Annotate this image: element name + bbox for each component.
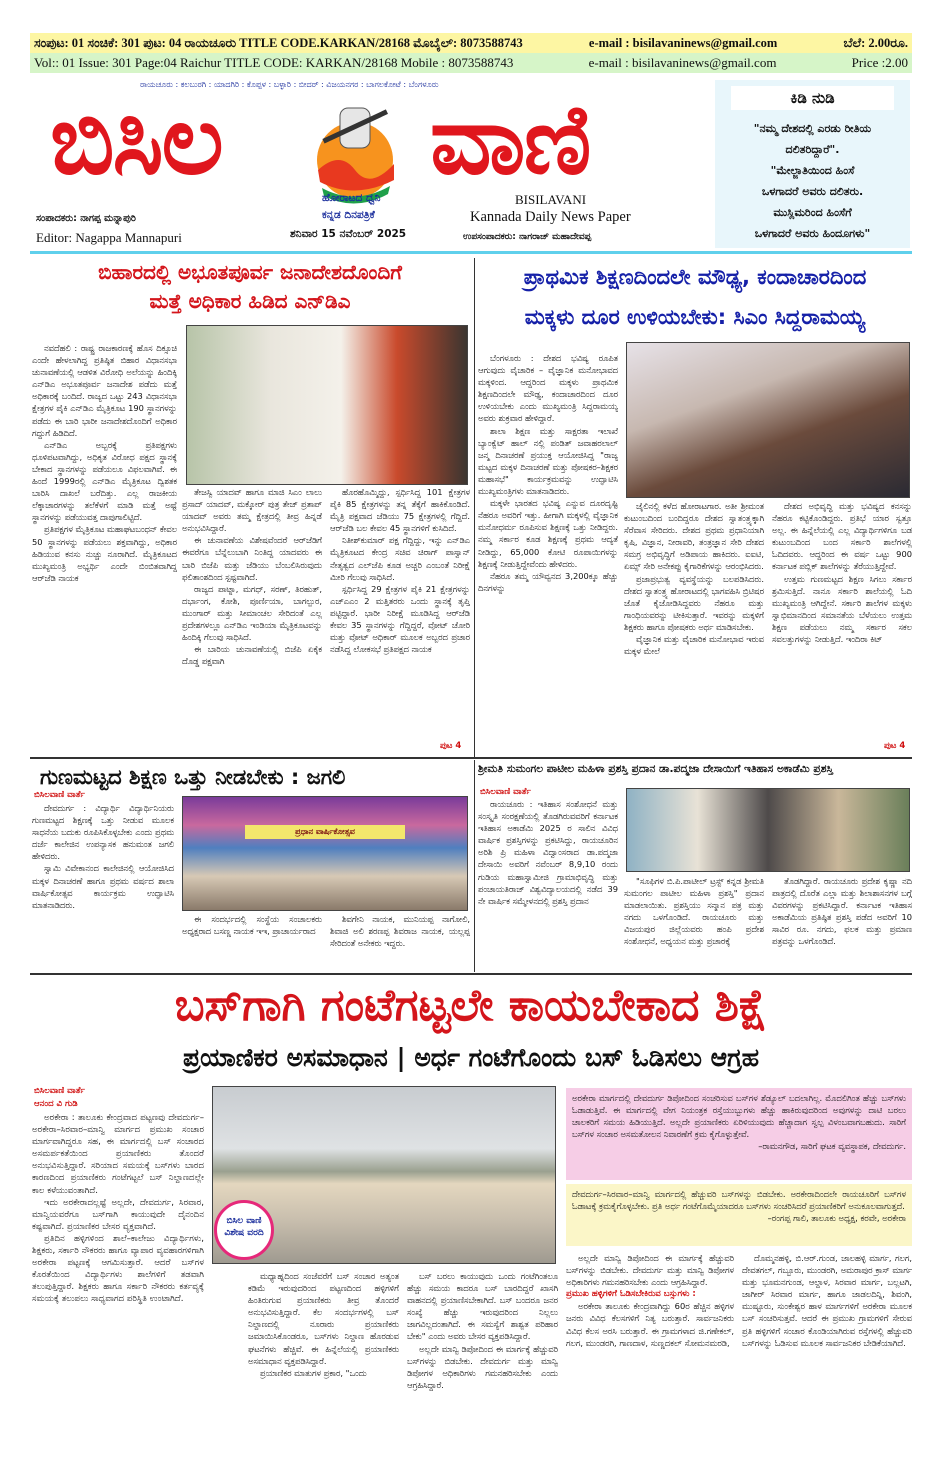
special-report-badge: ಬಿಸಿಲ ವಾಣಿ ವಿಶೇಷ ವರದಿ [214, 1200, 274, 1260]
logo-right: ವಾಣಿ [430, 84, 590, 196]
subeditor: ಉಪಸಂಪಾದಕರು: ನಾಗರಾಜ್ ಮಹಾದೇವಪ್ಪ [463, 232, 592, 242]
story4-column-1 [478, 798, 618, 970]
quote-line: ಒಳಗಾದರೆ ಅವರು ದಲಿತರು. [761, 185, 864, 198]
section-divider [30, 973, 912, 975]
quote-line: ಒಳಗಾದರೆ ಅವರು ಹಿಂದೂಗಳು" [754, 227, 871, 240]
paragraph: ಪ್ರಜಾಪ್ರಭುತ್ವ ವ್ಯವಸ್ಥೆಯನ್ನು ಬಲಪಡಿಸಿದರು. ದೇಶದ ಸ್ವಾತಂತ್ರ್ಯ ಹೋರಾಟದಲ್ಲಿ ಭಾಗವಹಿಸಿ ಬ್ರಿಟಿಷರ ಜೊತೆ ಕೈಜೋಡಿಸಿದ್ದವರು ನೆಹರೂ ಮತ್ತು ಗಾಂಧಿಯವರನ್ನು ಟೀಕಿಸುತ್ತಾರೆ. ಇವರನ್ನು ಮಕ್ಕಳಿಗೆ ಶಿಕ್ಷಕರು ಹಾಗೂ ಪೋಷಕರು ಅರ್ಥ ಮಾಡಿಸಬೇಕು. [624, 573, 764, 632]
paragraph: ಮಕ್ಕಳೇ ಭಾರತದ ಭವಿಷ್ಯ ಎನ್ನುವ ದೂರದೃಷ್ಟಿ ನೆಹರೂ ಅವರಿಗೆ ಇತ್ತು. ಹೀಗಾಗಿ ಮಕ್ಕಳಲ್ಲಿ ವೈಜ್ಞಾನಿಕ ಮನೋಧರ್ಮ ರೂಪಿಸುವ ಶಿಕ್ಷಣಕ್ಕೆ ಒತ್ತು ನೀಡಿದ್ದರು. ನಮ್ಮ ಸರ್ಕಾರ ಕೂಡ ಶಿಕ್ಷಣಕ್ಕೆ ಪ್ರಥಮ ಆದ್ಯತೆ ನೀಡಿದ್ದು, 65,000 ಕೋಟಿ ರೂಪಾಯಿಗಳನ್ನು ಶಿಕ್ಷಣಕ್ಕೆ ನೀಡುತ್ತಿದ್ದೇವೆಂದು ಹೇಳಿದರು. [478, 498, 618, 569]
paragraph: ಎನ್‌ಡಿಎ ಅಬ್ಬರಕ್ಕೆ ಪ್ರತಿಪಕ್ಷಗಳು ಧೂಳಿಪಟವಾಗಿದ್ದು, ಅಧಿಕೃತ ವಿರೋಧ ಪಕ್ಷದ ಸ್ಥಾನಕ್ಕೆ ಬೇಕಾದ ಸ್ಥಾನಗಳನ್ನು ಪಡೆಯಲೂ ವಿಫಲವಾಗಿವೆ. ಈ ಹಿಂದೆ 1999ರಲ್ಲಿ ಎನ್‌ಡಿಎ ಮೈತ್ರಿಕೂಟ ದ್ವಿಶತಕ ಬಾರಿಸಿ ದಾಖಲೆ ಬರೆದಿತ್ತು. ಎಲ್ಲ ರಾಜಕೀಯ ಲೆಕ್ಕಾಚಾರಗಳನ್ನು ತಲೆಕೆಳಗೆ ಮಾಡಿ ಮತ್ತೆ ಅಷ್ಟೆ ಸ್ಥಾನಗಳನ್ನು ಪಡೆಯುವತ್ತ ದಾಪುಗಾಲಿಟ್ಟಿದೆ. [32, 439, 177, 523]
award-ceremony-photo [626, 788, 910, 872]
paragraph: ಅಲ್ಲದೇ ಮಾನ್ವಿ ಡಿಪೋದಿಂದ ಈ ಮಾರ್ಗಕ್ಕೆ ಹೆಚ್ಚುವರಿ ಬಸ್‌ಗಳನ್ನು ಬಿಡಬೇಕು. ದೇವದುರ್ಗ ಮತ್ತು ಮಾನ್ವಿ ಡಿಪೋಗಳ ಅಧಿಕಾರಿಗಳು ಗಮನಹರಿಸಬೇಕು ಎಂದು ಆಗ್ರಹಿಸಿದ್ದಾರೆ. [407, 1343, 558, 1390]
continued-link[interactable]: ಪುಟ 4 [884, 741, 906, 751]
paragraph: ರಾಜ್ಯದ ಪಾಟ್ನಾ, ಮಗಧ್, ಸರಣ್, ತಿರಹುತ್, ದರ್ಭಾಂಗ, ಕೋಶಿ, ಪೂರ್ಣಿಯಾ, ಬಾಗಲ್ಪುರ, ಮುಂಗಾರ್ ಮತ್ತು ಸೀಮಾಂಚಲ ಸೇರಿದಂತೆ ಎಲ್ಲ ಪ್ರದೇಶಗಳಲ್ಲೂ ಎನ್‌ಡಿಎ ಇಂಡಿಯಾ ಮೈತ್ರಿಕೂಟವನ್ನು ಹಿಂದಿಕ್ಕಿ ಗೆಲುವು ಸಾಧಿಸಿದೆ. [182, 583, 322, 643]
subsection-title: ಪ್ರಮುಖ ಹಳ್ಳಿಗಳಿಗೆ ಓಡಿಸಬೇಕಿರುವ ಬಸ್ಸುಗಳು : [566, 1289, 696, 1300]
paragraph: ನಿತೀಶ್‌ಕುಮಾರ್ ಪಕ್ಷ ಗೆದ್ದಿದ್ದು, ಇನ್ನು ಎನ್‌ಡಿಎ ಮೈತ್ರಿಕೂಟದ ಕೇಂದ್ರ ಸಚಿವ ಚಿರಾಗ್ ಪಾಸ್ವಾನ್ ನೇತೃತ್ವದ ಎಲ್‌ಜೆಪಿ ಕೂಡ ಅಚ್ಚರಿ ಎಂಬಂತೆ ನಿರೀಕ್ಷೆ ಮೀರಿ ಗೆಲುವು ಸಾಧಿಸಿದೆ. [330, 535, 470, 582]
paragraph: ಸ್ಪರ್ಧಿಸಿದ್ದ 29 ಕ್ಷೇತ್ರಗಳ ಪೈಕಿ 21 ಕ್ಷೇತ್ರಗಳನ್ನು ಎಚ್‌ಎಎಂ 2 ಮತ್ತಿತರರು ಒಂದು ಸ್ಥಾನಕ್ಕೆ ತೃಪ್ತಿ ಪಟ್ಟಿದ್ದಾರೆ. ಭಾರೀ ನಿರೀಕ್ಷೆ ಮೂಡಿಸಿದ್ದ ಆರ್‌ಜೆಡಿ ಕೇವಲ 35 ಸ್ಥಾನಗಳನ್ನು ಗೆದ್ದಿದ್ದರೆ, ವೋಟ್ ಚೋರಿ ಮತ್ತು ವೋಟ್ ಅಧಿಕಾರ್ ಮೂಲಕ ಅಬ್ಬರದ ಪ್ರಚಾರ ನಡೆಸಿದ್ದ ಲೋಕಸಭೆ ಪ್ರತಿಪಕ್ಷದ ನಾಯಕ [330, 583, 470, 655]
volume-info-kannada [30, 33, 912, 53]
paragraph: ಬಸ್ ಬರಲು ಕಾಯುವುದು ಒಂದು ಗಂಟೆಗಿಂತಲೂ ಹೆಚ್ಚು ಸಮಯ ಕಾದರೂ ಬಸ್ ಬಾರದಿದ್ದರೆ ಖಾಸಗಿ ವಾಹನದಲ್ಲಿ ಪ್ರಯಾಣಿಸಬೇಕಾಗಿದೆ. ಬಸ್ ಬಂದರೂ ಜನರ ಸಂಖ್ಯೆ ಹೆಚ್ಚು ಇರುವುದರಿಂದ ನಿಲ್ಲಲು ಜಾಗವಿಲ್ಲದಂತಾಗಿದೆ. ಈ ಸಮಸ್ಯೆಗೆ ಶಾಶ್ವತ ಪರಿಹಾರ ಬೇಕು" ಎಂದು ಅವರು ಬೇಸರ ವ್ಯಕ್ತಪಡಿಸಿದ್ದಾರೆ. [407, 1271, 558, 1342]
paragraph: ಮಧ್ಯಾಹ್ನದಿಂದ ಸಂಜೆವರೆಗೆ ಬಸ್ ಸಂಚಾರ ಅತ್ಯಂತ ಕಡಿಮೆ ಇರುವುದರಿಂದ ಪಟ್ಟಣದಿಂದ ಹಳ್ಳಿಗಳಿಗೆ ಹಿಂತಿರುಗುವ ಪ್ರಯಾಣಿಕರು ತೀವ್ರ ತೊಂದರೆ ಅನುಭವಿಸುತ್ತಿದ್ದಾರೆ. ಕೆಲ ಸಂದರ್ಭಗಳಲ್ಲಿ ಬಸ್ ನಿಲ್ದಾಣದಲ್ಲಿ ನೂರಾರು ಪ್ರಯಾಣಿಕರು ಜಮಾಯಿಸಿಕೊಂಡರೂ, ಬಸ್‌ಗಳು ನಿಲ್ದಾಣ ಹೊರಡುವ ಘಟನೆಗಳು ಹೆಚ್ಚಿವೆ. ಈ ಹಿನ್ನೆಲೆಯಲ್ಲಿ ಪ್ರಯಾಣಿಕರು ಅಸಮಾಧಾನ ವ್ಯಕ್ತಪಡಿಸಿದ್ದಾರೆ. [248, 1271, 399, 1366]
description-english: Kannada Daily News Paper [470, 209, 631, 225]
paragraph: ಹೊರಹೊಮ್ಮಿದ್ದು, ಸ್ಪರ್ಧಿಸಿದ್ದ 101 ಕ್ಷೇತ್ರಗಳ ಪೈಕಿ 85 ಕ್ಷೇತ್ರಗಳನ್ನು ತನ್ನ ತೆಕ್ಕೆಗೆ ಹಾಕಿಕೊಂಡಿದೆ. ಮೈತ್ರಿ ಪಕ್ಷವಾದ ಜೆಡಿಯು 75 ಕ್ಷೇತ್ರಗಳಲ್ಲಿ ಗೆದ್ದಿದೆ. ಆರ್‌ಜೆಡಿ ಬಲ ಕೇವಲ 45 ಸ್ಥಾನಗಳಿಗೆ ಕುಸಿದಿದೆ. [330, 487, 470, 534]
story4-headline: ಶ್ರೀಮತಿ ಸುಮಂಗಲ ಪಾಟೀಲ ಮಹಿಳಾ ಪ್ರಶಸ್ತಿ ಪ್ರದಾನ ಡಾ.ಪದ್ಮಜಾ ದೇಸಾಯಿಗೆ ಇತಿಹಾಸ ಅಕಾಡೆಮಿ ಪ್ರಶಸ್ತಿ [478, 763, 834, 775]
story1-headline [30, 258, 470, 316]
lead-left-column [32, 1112, 204, 1424]
reporter: ಆನಂದ ವಿ ಗುಡಿ [34, 1099, 78, 1109]
lead-headline: ಬಸ್‌ಗಾಗಿ ಗಂಟೆಗಟ್ಟಲೇ ಕಾಯಬೇಕಾದ ಶಿಕ್ಷೆ [174, 980, 768, 1031]
story1-columns-2-3 [182, 486, 470, 752]
story2-headline [478, 258, 912, 338]
date: ಶನಿವಾರ 15 ನವೆಂಬರ್ 2025 [290, 228, 407, 240]
paragraph: ಶಾಲಾ ಶಿಕ್ಷಣ ಮತ್ತು ಸಾಕ್ಷರತಾ ಇಲಾಖೆ ಬ್ಯಾಂಕ್ವೆಟ್ ಹಾಲ್ ನಲ್ಲಿ ಪಂಡಿತ್ ಜವಾಹರಲಾಲ್ ಜನ್ಮ ದಿನಾಚರಣೆ ಪ್ರಯುಕ್ತ ಆಯೋಜಿಸಿದ್ದ "ರಾಜ್ಯ ಮಟ್ಟದ ಮಕ್ಕಳ ದಿನಾಚರಣೆ ಮತ್ತು ಪೋಷಕರ–ಶಿಕ್ಷಕರ ಮಹಾಸಭೆ" ಕಾರ್ಯಕ್ರಮವನ್ನು ಉದ್ಘಾಟಿಸಿ ಮುಖ್ಯಮಂತ್ರಿಗಳು ಮಾತನಾಡಿದರು. [478, 425, 618, 497]
name-english: BISILAVANI [515, 192, 587, 207]
college-event-photo [182, 796, 468, 911]
lead-column-d [742, 1252, 912, 1424]
headline-line: ಮಕ್ಕಳು ದೂರ ಉಳಿಯಬೇಕು: ಸಿಎಂ ಸಿದ್ದರಾಮಯ್ಯ [524, 304, 866, 329]
column-divider [474, 258, 475, 758]
volume-text: ಸಂಪುಟ: 01 ಸಂಚಿಕೆ: 301 ಪುಟ: 04 ರಾಯಚೂರು TITLE CODE.KARKAN/28168 ಮೊಬೈಲ್: 8073588743 [34, 35, 523, 50]
editor-kannada: ಸಂಪಾದಕರು: ನಾಗಪ್ಪ ಮನ್ನಾಪುರಿ [36, 213, 136, 224]
masthead-divider [30, 251, 912, 254]
email-text: e-mail : bisilavaninews@gmail.com [588, 35, 778, 50]
quote-line: ಮುಸ್ಲಿಮರಿಂದ ಹಿಂಸೆಗೆ [773, 206, 852, 219]
paragraph: ಅರಕೇರಾ : ತಾಲೂಕು ಕೇಂದ್ರವಾದ ಪಟ್ಟಣವು ದೇವದುರ್ಗ–ಅರಕೇರಾ–ಸಿರವಾರ–ಮಾನ್ವಿ ಮಾರ್ಗದ ಪ್ರಮುಖ ಸಂಚಾರ ಮಾರ್ಗವಾಗಿದ್ದರೂ ಸಹ, ಈ ಮಾರ್ಗದಲ್ಲಿ ಬಸ್ ಸಂಚಾರದ ಅಸಮರ್ಪಕತೆಯಿಂದ ಪ್ರಯಾಣಿಕರು ತೊಂದರೆ ಅನುಭವಿಸುತ್ತಿದ್ದಾರೆ. ಸರಿಯಾದ ಸಮಯಕ್ಕೆ ಬಸ್‌ಗಳು ಬಾರದ ಕಾರಣದಿಂದ ಪ್ರಯಾಣಿಕರು ಗಂಟೆಗಟ್ಟಲೆ ಬಸ್ ನಿಲ್ದಾಣದಲ್ಲೇ ಕಾಲ ಕಳೆಯುವಂತಾಗಿದೆ. [32, 1113, 204, 1196]
email-text: e-mail : bisilavaninews@gmail.com [588, 55, 777, 70]
paragraph: ಅಲ್ಲದೇ ಮಾನ್ವಿ ಡಿಪೋದಿಂದ ಈ ಮಾರ್ಗಕ್ಕೆ ಹೆಚ್ಚುವರಿ ಬಸ್‌ಗಳನ್ನು ಬಿಡಬೇಕು. ದೇವದುರ್ಗ ಮತ್ತು ಮಾನ್ವಿ ಡಿಪೋಗಳ ಅಧಿಕಾರಿಗಳು ಗಮನಹರಿಸಬೇಕು ಎಂದು ಆಗ್ರಹಿಸಿದ್ದಾರೆ. [566, 1253, 734, 1288]
volume-text: Vol:: 01 Issue: 301 Page:04 Raichur TITLE CODE: KARKAN/28168 Mobile : 8073588743 [34, 55, 514, 70]
paragraph: ಪ್ರಯಾಣಿಕರ ಮಾತುಗಳ ಪ್ರಕಾರ, "ಒಂದು [260, 1367, 367, 1378]
headline-line: ಪ್ರಾಥಮಿಕ ಶಿಕ್ಷಣದಿಂದಲೇ ಮೌಢ್ಯ, ಕಂದಾಚಾರದಿಂದ [523, 265, 867, 289]
quote-line: "ಮೇಲ್ಜಾತಿಯಿಂದ ಹಿಂಸೆ [770, 164, 855, 177]
column-divider [474, 760, 475, 972]
story3-columns-2-3 [182, 913, 470, 971]
quote-line: ದಲಿತರಿದ್ದಾರೆ". [785, 143, 840, 156]
story4-columns-2-3 [624, 875, 912, 971]
logo-left: ಬಿಸಿಲ [50, 84, 222, 196]
paragraph: ದೇವದುರ್ಗ : ವಿದ್ಯಾರ್ಥಿ ವಿದ್ಯಾರ್ಥಿನಿಯರು ಗುಣಮಟ್ಟದ ಶಿಕ್ಷಣಕ್ಕೆ ಒತ್ತು ನೀಡುವ ಮೂಲಕ ಸಾಧನೆಯ ಬದುಕು ರೂಪಿಸಿಕೊಳ್ಳಬೇಕು ಎಂದು ಪ್ರಥಮ ದರ್ಜೆ ಕಾಲೇಜಿನ ಉಪನ್ಯಾಸಕ ಹನುಮಂತ ಜಗಲಿ ಹೇಳಿದರು. [32, 803, 174, 862]
quote-box-depot-manager [566, 1088, 912, 1180]
section-divider [30, 757, 912, 759]
story2-column-1 [478, 352, 618, 752]
cities-line: ರಾಯಚೂರು : ಕಲಬುರಗಿ : ಯಾದಗಿರಿ : ಕೊಪ್ಪಳ : ಬಳ್ಳಾರಿ : ಬೀದರ್ : ವಿಜಯನಗರ : ಬಾಗಲಕೋಟೆ : ಬೆಂಗಳೂರು [140, 80, 439, 89]
story2-columns-2-3 [624, 500, 912, 752]
headline-line: ಬಿಹಾರದಲ್ಲಿ ಅಭೂತಪೂರ್ವ ಜನಾದೇಶದೊಂದಿಗೆ [98, 260, 402, 284]
paragraph: ಈ ಸಂದರ್ಭದಲ್ಲಿ ಸಂಸ್ಥೆಯ ಸಂಚಾಲಕರು ಅಧ್ಯಕ್ಷರಾದ ಬಸಣ್ಣ ನಾಯಕ ಇಇ, ಪ್ರಾಚಾರ್ಯರಾದ [182, 914, 322, 937]
paragraph: ಶಿವಗೇನಿ ನಾಯಕ, ಮುನಿಯಪ್ಪ ನಾಗೋಲಿ, ಶಿವಾಜಿ ಅಲಿ ಶರಣಪ್ಪ ಶಿವರಾಜ ನಾಯಕ, ಯಲ್ಲಪ್ಪ ಸೇರಿದಂತೆ ಅನೇಕರು ಇದ್ದರು. [330, 914, 470, 949]
paragraph: ಉತ್ತಮ ಗುಣಮಟ್ಟದ ಶಿಕ್ಷಣ ಸಿಗಲು ಸರ್ಕಾರ ಶ್ರಮಿಸುತ್ತಿದೆ. ನಾನೂ ಸರ್ಕಾರಿ ಶಾಲೆಯಲ್ಲಿ ಓದಿ ಮುಖ್ಯಮಂತ್ರಿ ಆಗಿದ್ದೇನೆ. ಸರ್ಕಾರಿ ಶಾಲೆಗಳ ಮಕ್ಕಳು ಸ್ವಾಭಿಮಾನದಿಂದ ಸಮಾನತೆಯ ಬೆಳೆಯಲು ಉತ್ತಮ ಶಿಕ್ಷಣ ಪಡೆಯಲು ನಮ್ಮ ಸರ್ಕಾರ ಸಕಲ ಸವಲತ್ತುಗಳನ್ನು ನೀಡುತ್ತಿದೆ. ಇಂದಿರಾ ಕಿಟ್ [772, 573, 912, 645]
story3-column-1 [32, 802, 174, 970]
paragraph: ನವದೆಹಲಿ : ರಾಷ್ಟ್ರ ರಾಜಕಾರಣಕ್ಕೆ ಹೊಸ ದಿಕ್ಸೂಚಿ ಎಂದೇ ಹೇಳಲಾಗಿದ್ದ ಪ್ರತಿಷ್ಠಿತ ಬಿಹಾರ ವಿಧಾನಸಭಾ ಚುನಾವಣೆಯಲ್ಲಿ ಆಡಳಿತ ವಿರೋಧಿ ಅಲೆಯನ್ನು ಹಿಂದಿಕ್ಕಿ ಎನ್‌ಡಿಎ ಅಭೂತಪೂರ್ವ ಜನಾದೇಶ ಪಡೆದು ಮತ್ತೆ ಅಧಿಕಾರಕ್ಕೆ ಬಂದಿದೆ. ರಾಜ್ಯದ ಒಟ್ಟು 243 ವಿಧಾನಸಭಾ ಕ್ಷೇತ್ರಗಳ ಪೈಕಿ ಎನ್‌ಡಿಎ ಮೈತ್ರಿಕೂಟ 190 ಸ್ಥಾನಗಳನ್ನು ಪಡೆದು ಈ ಬಾರಿ ಭಾರೀ ಜನಾದೇಶದೊಂದಿಗೆ ಅಧಿಕಾರ ಗದ್ದುಗೆ ಹಿಡಿದಿದೆ. [32, 343, 177, 438]
paragraph: ತೇಜಸ್ವಿ ಯಾದವ್ ಹಾಗೂ ಮಾಜಿ ಸಿಎಂ ಲಾಲು ಪ್ರಸಾದ್ ಯಾದವ್, ಮಕ್ಕೋರ್ ಪುತ್ರ ತೇಜ್ ಪ್ರತಾಪ್ ಯಾದವ್ ಅವರು ತಮ್ಮ ಕ್ಷೇತ್ರದಲ್ಲಿ ತೀವ್ರ ಹಿನ್ನಡೆ ಅನುಭವಿಸಿದ್ದಾರೆ. [182, 487, 322, 534]
kidi-nudi-title: ಕಿಡಿ ನುಡಿ [731, 86, 894, 110]
paragraph: ಇದು ಅರಕೇರಾದಲ್ಲಷ್ಟೆ ಅಲ್ಲದೇ, ದೇವದುರ್ಗ, ಸಿರವಾರ, ಮಾನ್ವಿಯವರೆಗೂ ಬಸ್‌ಗಾಗಿ ಕಾಯುವುದೇ ದೈನಂದಿನ ಕಷ್ಟವಾಗಿದೆ. ಪ್ರಯಾಣಿಕರ ಬೇಸರ ವ್ಯಕ್ತವಾಗಿದೆ. [32, 1197, 204, 1232]
lead-columns-a-b [248, 1270, 558, 1425]
editor-english: Editor: Nagappa Mannapuri [36, 230, 182, 245]
paragraph: ತೊಡಗಿದ್ದಾರೆ. ರಾಯಚೂರು ಪ್ರದೇಶ ಕೃಷ್ಣಾ ನದಿ ಪಾತ್ರದಲ್ಲಿ ದೊರೆತ ಎಲ್ಲಾ ಮತ್ತು ಶಿಲಾಶಾಸನಗಳ ಬಗ್ಗೆ ವಿವರಗಳನ್ನು ಪ್ರಕಟಿಸಿದ್ದಾರೆ. ಕರ್ನಾಟಕ ಇತಿಹಾಸ ಅಕಾಡೆಮಿಯ ಪ್ರತಿಷ್ಠಿತ ಪ್ರಶಸ್ತಿ ಪಡೆದ ಅವರಿಗೆ 10 ಸಾವಿರ ರೂ. ನಗದು, ಫಲಕ ಮತ್ತು ಪ್ರಮಾಣ ಪತ್ರವನ್ನು ಒಳಗೊಂಡಿದೆ. [772, 876, 912, 947]
price-text: ಬೆಲೆ: 2.00ರೂ. [843, 35, 908, 50]
paragraph: ದೊಮ್ಮನಹಳ್ಳಿ, ಬಿ.ಆರ್.ಗುಂಡ, ಜಾಲಹಳ್ಳಿ ಮಾರ್ಗ, ಗಲಗ, ದೇವತಗಲ್, ಗಬ್ಬೂರು, ಮುಂಡರಗಿ, ಅಮರಾಪುರ ಕ್ರಾಸ್ ಮಾರ್ಗ ಮತ್ತು ಭೂಮನಗುಂಡ, ಆಲ್ದಾಳ, ಸಿರವಾರ ಮಾರ್ಗ, ಬಲ್ಲಟಗಿ, ಜಾಗೀರ್ ಸಿರವಾರ ಮಾರ್ಗ, ಹಾಗೂ ಜಾಡಲದಿನ್ನಿ, ಶಿವಂಗಿ, ಮುಷ್ಟೂರು, ಸುಂಕೇಶ್ವರ ಹಾಳ ಮಾರ್ಗಗಳಿಗೆ ಅರಕೇರಾ ಮೂಲಕ ಬಸ್ ಸಂಚರಿಸುತ್ತವೆ. ಆದರೆ ಈ ಪ್ರಮುಖ ಗ್ರಾಮಗಳಿಗೆ ಸೇರುವ ಪ್ರತಿ ಹಳ್ಳಿಗಳಿಗೆ ಸಂಚಾರ ಕೊಂಡಿಯಾಗಿರುವ ರಸ್ತೆಗಳಲ್ಲಿ ಹೆಚ್ಚುವರಿ ಬಸ್‌ಗಳನ್ನು ಓಡಿಸುವ ಮೂಲಕ ಸಾರ್ವಜನಿಕರ ಬೇಡಿಕೆಯಾಗಿದೆ. [742, 1253, 912, 1348]
price-text: Price :2.00 [851, 55, 908, 70]
story1-column-1 [32, 342, 177, 752]
quote-box-karave [566, 1184, 912, 1246]
paragraph: ಈ ಬಾರಿಯ ಚುನಾವಣೆಯಲ್ಲಿ ಬಿಜೆಪಿ ಏಕೈಕ ದೊಡ್ಡ ಪಕ್ಷವಾಗಿ [182, 644, 322, 667]
paragraph: ಪ್ರತಿಪಕ್ಷಗಳ ಮೈತ್ರಿಕೂಟ ಮಹಾಘಟಬಂಧನ್ ಕೇವಲ 50 ಸ್ಥಾನಗಳನ್ನು ಪಡೆಯಲು ಶಕ್ತವಾಗಿದ್ದು, ಅಧಿಕಾರ ಹಿಡಿಯುವ ಕನಸು ನುಚ್ಚು ನೂರಾಗಿದೆ. ಮೈತ್ರಿಕೂಟದ ಮುಖ್ಯಮಂತ್ರಿ ಅಭ್ಯರ್ಥಿ ಎಂದೇ ಬಿಂಬಿತವಾಗಿದ್ದ ಆರ್‌ಜೆಡಿ ನಾಯಕ [32, 524, 177, 583]
paragraph: ಅರಕೇರಾ ತಾಲೂಕು ಕೇಂದ್ರವಾಗಿದ್ದು 60ರ ಹೆಚ್ಚಿನ ಹಳ್ಳಿಗಳ ಜನರು ವಿವಿಧ ಕೆಲಸಗಳಿಗೆ ನಿತ್ಯ ಬರುತ್ತಾರೆ. ಸಾರ್ವಜನಿಕರು ವಿವಿಧ ಕೆಲಸ ಅರಸಿ ಬರುತ್ತಾರೆ. ಈ ಗ್ರಾಮಗಳಾದ ಜಿ.ಗಣೇಕಲ್, ಗಲಗ, ಮುಂಡರಗಿ, ಗಾಣದಾಳ, ಸುಣ್ಣದಕಲ್ ಸೋಮನಮರಡಿ, [566, 1301, 734, 1348]
quote-author: –ರಂಗಪ್ಪ ಗಾಲಿ, ತಾಲೂಕು ಅಧ್ಯಕ್ಷ, ಕರವೇ, ಅರಕೇರಾ [767, 1213, 906, 1224]
byline: ಬಿಸಿಲವಾಣಿ ವಾರ್ತೆ [34, 790, 85, 800]
tagline-2: ಕನ್ನಡ ದಿನಪತ್ರಿಕೆ [322, 209, 375, 221]
quote-text: ದೇವದುರ್ಗ–ಸಿರವಾರ–ಮಾನ್ವಿ ಮಾರ್ಗದಲ್ಲಿ ಹೆಚ್ಚುವರಿ ಬಸ್‌ಗಳನ್ನು ಬಿಡಬೇಕು. ಅರಕೇರಾದಿಂದಲೇ ರಾಯಚೂರಿಗೆ ಬಸ್‌ಗಳ ಓಡಾಟಕ್ಕೆ ಕ್ರಮಕೈಗೊಳ್ಳಬೇಕು. ಪ್ರತಿ ಅರ್ಧ ಗಂಟೆಗೊಮ್ಮೆಯಾದರೂ ಬಸ್‌ಗಳು ಸಂಚರಿಸಿದರೆ ಪ್ರಯಾಣಿಕರಿಗೆ ಅನುಕೂಲವಾಗುತ್ತದೆ. [572, 1189, 906, 1212]
byline: ಬಿಸಿಲವಾಣಿ ವಾರ್ತೆ [480, 787, 531, 797]
headline-line: ಮತ್ತೆ ಅಧಿಕಾರ ಹಿಡಿದ ಎನ್‌ಡಿಎ [149, 289, 351, 313]
paragraph: ಈ ಚುನಾವಣೆಯ ವಿಶೇಷವೆಂದರೆ ಆರ್‌ಜೆಡಿಗೆ ಈವರೆಗೂ ಬೆನ್ನೆಲುಬಾಗಿ ನಿಂತಿದ್ದ ಯಾದವರು ಈ ಬಾರಿ ಬಿಜೆಪಿ ಮತ್ತು ಜೆಡಿಯು ಬೆಂಬಲಿಸಿರುವುದು ಫಲಿತಾಂಶದಿಂದ ಸ್ಪಷ್ಟವಾಗಿದೆ. [182, 535, 322, 582]
lead-subheadline: ಪ್ರಯಾಣಿಕರ ಅಸಮಾಧಾನ | ಅರ್ಧ ಗಂಟೆಗೊಂದು ಬಸ್ ಓಡಿಸಲು ಆಗ್ರಹ [182, 1043, 760, 1072]
paragraph: ದೇಶದ ಅಭಿವೃದ್ಧಿ ಮತ್ತು ಭವಿಷ್ಯದ ಕನಸನ್ನು ನೆಹರೂ ಕಟ್ಟಿಕೊಂಡಿದ್ದರು. ಪ್ರತಿಭೆ ಯಾರ ಸ್ವತ್ತೂ ಅಲ್ಲ. ಈ ಹಿನ್ನೆಲೆಯಲ್ಲಿ ಎಲ್ಲ ವಿದ್ಯಾರ್ಥಿಗಳಿಗೂ ಬಡ ಕುಟುಂಬದಿಂದ ಬಂದ ಸರ್ಕಾರಿ ಶಾಲೆಗಳಲ್ಲಿ ಓದಿದವರು. ಆದ್ದರಿಂದ ಈ ವರ್ಷ ಒಟ್ಟು 900 ಕರ್ನಾಟಕ ಪಬ್ಲಿಕ್ ಶಾಲೆಗಳನ್ನು ತೆರೆಯುತ್ತಿದ್ದೇವೆ. [772, 501, 912, 572]
tagline-1: ಹೋರಾಟದ ಧ್ವನಿ [322, 192, 381, 204]
paragraph: ಪ್ರತಿದಿನ ಹಳ್ಳಿಗಳಿಂದ ಶಾಲೆ–ಕಾಲೇಜು ವಿದ್ಯಾರ್ಥಿಗಳು, ಶಿಕ್ಷಕರು, ಸರ್ಕಾರಿ ನೌಕರರು ಹಾಗೂ ವ್ಯಾಪಾರ ವ್ಯವಹಾರಗಳಿಗಾಗಿ ಅರಕೇರಾ ಪಟ್ಟಣಕ್ಕೆ ಆಗಮಿಸುತ್ತಾರೆ. ಆದರೆ ಬಸ್‌ಗಳ ಕೊರತೆಯಿಂದ ವಿದ್ಯಾರ್ಥಿಗಳು ಶಾಲೆಗಳಿಗೆ ತಡವಾಗಿ ತಲುಪುತ್ತಿದ್ದಾರೆ. ಶಿಕ್ಷಕರು ಹಾಗೂ ಸರ್ಕಾರಿ ನೌಕರರು ಕರ್ತವ್ಯಕ್ಕೆ ಸಮಯಕ್ಕೆ ತಲುಪಲು ಸಾಧ್ಯವಾಗದ ಪರಿಸ್ಥಿತಿ ಉಂಟಾಗಿದೆ. [32, 1233, 204, 1305]
story3-headline: ಗುಣಮಟ್ಟದ ಶಿಕ್ಷಣ ಒತ್ತು ನೀಡಬೇಕು : ಜಗಲಿ [40, 765, 346, 789]
paragraph: ರಾಯಚೂರು : ಇತಿಹಾಸ ಸಂಶೋಧನೆ ಮತ್ತು ಸಂಸ್ಕೃತಿ ಸಂರಕ್ಷಣೆಯಲ್ಲಿ ತೊಡಗಿರುವವರಿಗೆ ಕರ್ನಾಟಕ ಇತಿಹಾಸ ಅಕಾಡೆಮಿ 2025 ರ ಸಾಲಿನ ವಿವಿಧ ವಾರ್ಷಿಕ ಪ್ರಶಸ್ತಿಗಳನ್ನು ಪ್ರಕಟಿಸಿದ್ದು, ರಾಯಚೂರಿನ ಅರಿಶಿ ಪ್ರಿ ಮಹಿಳಾ ವಿದ್ವಾಂಸರಾದ ಡಾ.ಪದ್ಮಜಾ ದೇಸಾಯಿ ಅವರಿಗೆ ನವೆಂಬರ್ 8,9,10 ರಂದು ಗುಡಿಯ ಮಹಾಸ್ವಾಮೀಜಿ ಗ್ರಾಮಾಭಿವೃದ್ಧಿ ಮತ್ತು ಪಂಚಾಯತಿರಾಜ್ ವಿಶ್ವವಿದ್ಯಾಲಯದಲ್ಲಿ ನಡೆದ 39 ನೇ ವಾರ್ಷಿಕ ಸಮ್ಮೇಳನದಲ್ಲಿ ಪ್ರಶಸ್ತಿ ಪ್ರದಾನ [478, 799, 618, 906]
quote-author: –ರಾಮನಗೌಡ, ಸಾರಿಗೆ ಘಟಕ ವ್ಯವಸ್ಥಾಪಕ, ದೇವದುರ್ಗ. [758, 1141, 906, 1152]
paragraph: ಬೆಂಗಳೂರು : ದೇಶದ ಭವಿಷ್ಯ ರೂಪಿತ ಆಗುವುದು ವೈಚಾರಿಕ – ವೈಜ್ಞಾನಿಕ ಮನೋಭಾವದ ಮಕ್ಕಳಿಂದ. ಆದ್ದರಿಂದ ಮಕ್ಕಳು ಪ್ರಾಥಮಿಕ ಶಿಕ್ಷಣದಿಂದಲೇ ಮೌಢ್ಯ, ಕಂದಾಚಾರದಿಂದ ದೂರ ಉಳಿಯಬೇಕು ಎಂದು ಮುಖ್ಯಮಂತ್ರಿ ಸಿದ್ದರಾಮಯ್ಯ ಅವರು ಶುಕ್ರವಾರ ಹೇಳಿದ್ದಾರೆ. [478, 353, 618, 424]
photo-banner: ಪ್ರಧಾನ ವಾರ್ಷಿಕೋತ್ಸವ [245, 825, 405, 839]
paragraph: "ಸೂಫಿಗಳ ಬಿ.ಪಿ.ಪಾಟೀಲ್ ಟ್ರಸ್ಟ್ ಕನ್ನಡ ಶ್ರೀಮತಿ ಸುಮಂಗಲ ಪಾಟೀಲ ಮಹಿಳಾ ಪ್ರಶಸ್ತಿ" ಪ್ರದಾನ ಮಾಡಲಾಯಿತು. ಪ್ರಶಸ್ತಿಯು ಸನ್ಮಾನ ಪತ್ರ ಮತ್ತು ನಗದು ಒಳಗೊಂಡಿದೆ. ರಾಯಚೂರು ಮತ್ತು ವಿಜಯಪುರ ಜಿಲ್ಲೆಯವರು ಹಂಪಿ ಪ್ರದೇಶ ಸಂಶೋಧನೆ, ಅಧ್ಯಯನ ಮತ್ತು ಪ್ರಚಾರಕ್ಕೆ [624, 876, 764, 947]
cm-siddaramaiah-photo [626, 342, 910, 498]
paragraph: ಸ್ವಾಮಿ ವಿವೇಕಾನಂದ ಕಾಲೇಜಿನಲ್ಲಿ ಆಯೋಜಿಸಿದ ಮಕ್ಕಳ ದಿನಾಚರಣೆ ಹಾಗೂ ಪ್ರಥಮ ವರ್ಷದ ಶಾಲಾ ವಾರ್ಷಿಕೋತ್ಸವ ಕಾರ್ಯಕ್ರಮ ಉದ್ಘಾಟಿಸಿ ಮಾತನಾಡಿದರು. [32, 863, 174, 910]
paragraph: ಜೈಲಿನಲ್ಲಿ ಕಳೆದ ಹೋರಾಟಗಾರ. ಅತೀ ಶ್ರೀಮಂತ ಕುಟುಂಬದಿಂದ ಬಂದಿದ್ದರೂ ದೇಶದ ಸ್ವಾತಂತ್ರ್ಯಕ್ಕಾಗಿ ಸೆರೆವಾಸ ಸೇರಿದರು. ದೇಶದ ಪ್ರಥಮ ಪ್ರಧಾನಿಯಾಗಿ ಕೃಷಿ, ವಿಜ್ಞಾನ, ನೀರಾವರಿ, ತಂತ್ರಜ್ಞಾನ ಸೇರಿ ದೇಶದ ಸಮಗ್ರ ಅಭಿವೃದ್ಧಿಗೆ ಅಡಿಪಾಯ ಹಾಕಿದರು. ಐಐಟಿ, ಏಮ್ಸ್ ಸೇರಿ ಅನೇಕಪ್ಪು ಕೈಗಾರಿಕೆಗಳನ್ನು ಆರಂಭಿಸಿದರು. [624, 501, 764, 572]
continued-link[interactable]: ಪುಟ 4 [440, 741, 462, 751]
lead-column-c [566, 1252, 734, 1424]
modi-nitish-photo [186, 325, 468, 485]
paragraph: ವೈಜ್ಞಾನಿಕ ಮತ್ತು ವೈಚಾರಿಕ ಮನೋಭಾವ ಇರುವ ಮಕ್ಕಳ ಮೇಲೆ [624, 634, 764, 657]
quote-text: ಅರಕೇರಾ ಮಾರ್ಗದಲ್ಲಿ ದೇವದುರ್ಗ ಡಿಪೋದಿಂದ ಸಂಚರಿಸುವ ಬಸ್‌ಗಳ ಶೆಡ್ಯೂಲ್ ಬದಲಾಗಿಲ್ಲ. ಮೊದಲಿಗಿಂತ ಹೆಚ್ಚು ಬಸ್‌ಗಳು ಓಡಾಡುತ್ತಿವೆ. ಈ ಮಾರ್ಗದಲ್ಲಿ ವೇಗ ನಿಯಂತ್ರಕ ರಸ್ತೆಯುಬ್ಬುಗಳು ಹೆಚ್ಚು ಹಾಕಿರುವುದರಿಂದ ಅವುಗಳನ್ನು ದಾಟಿ ಬರಲು ಚಾಲಕರಿಗೆ ಸಮಯ ಹಿಡಿಯುತ್ತಿದೆ. ಅಲ್ಲದೇ ಪ್ರಯಾಣಿಕರು ಏರಿಳಿಯುವುದು ಹೆಚ್ಚಾದಾಗ ಸ್ವಲ್ಪ ವಿಳಂಬವಾಗಬಹುದು. ಸಾರಿಗೆ ಬಸ್‌ಗಳ ಸಂಚಾರ ಅಸಮತೋಲನ ನಿವಾರಣೆಗೆ ಕ್ರಮ ಕೈಗೊಳ್ಳುತ್ತೇವೆ. [572, 1093, 906, 1140]
quote-line: "ನಮ್ಮ ದೇಶದಲ್ಲಿ ಎರಡು ರೀತಿಯ [753, 122, 872, 135]
kidi-nudi-box [715, 80, 910, 248]
paragraph: ನೆಹರೂ ತಮ್ಮ ಯೌವ್ವನದ 3,200ಕ್ಕೂ ಹೆಚ್ಚು ದಿನಗಳನ್ನು [478, 570, 618, 593]
volume-info-english [30, 53, 912, 73]
byline: ಬಿಸಿಲವಾಣಿ ವಾರ್ತೆ [34, 1086, 85, 1096]
